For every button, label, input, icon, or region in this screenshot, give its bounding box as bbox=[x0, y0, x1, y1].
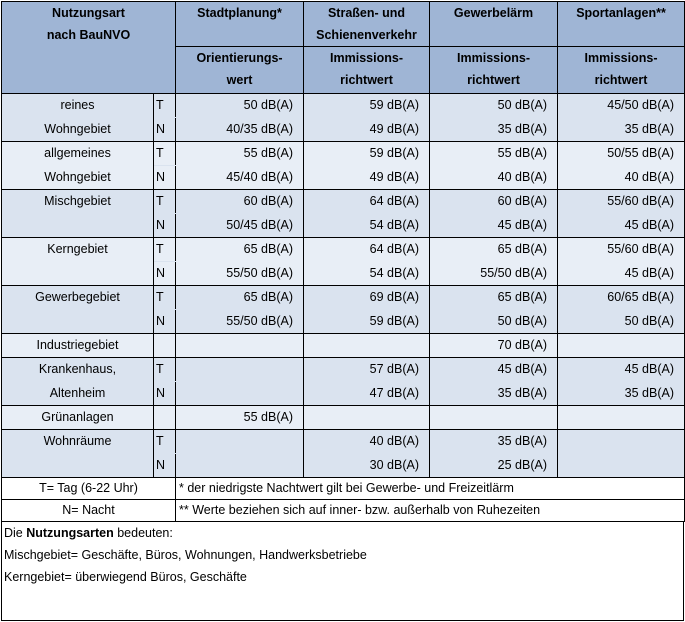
tag-nacht-cell: N bbox=[154, 262, 176, 286]
table-row bbox=[2, 286, 685, 310]
table-row bbox=[2, 118, 685, 142]
value-cell: 40 dB(A) bbox=[430, 166, 558, 190]
tag-nacht-cell: T bbox=[154, 430, 176, 454]
value-cell: 40 dB(A) bbox=[304, 430, 430, 454]
value-cell: 25 dB(A) bbox=[430, 454, 558, 478]
value-cell: 64 dB(A) bbox=[304, 238, 430, 262]
nutzungsart-cell bbox=[2, 310, 154, 334]
value-cell: 50 dB(A) bbox=[430, 94, 558, 118]
tag-nacht-cell: T bbox=[154, 238, 176, 262]
value-cell: 45 dB(A) bbox=[430, 358, 558, 382]
legend-nacht: N= Nacht bbox=[2, 500, 176, 522]
value-cell bbox=[558, 454, 685, 478]
value-cell: 55/50 dB(A) bbox=[176, 262, 304, 286]
header-strasse-l1: Straßen- und bbox=[327, 6, 406, 20]
value-cell: 54 dB(A) bbox=[304, 262, 430, 286]
nutzungsart-cell: allgemeines bbox=[2, 142, 154, 166]
header-nutzungsart-l2: nach BauNVO bbox=[46, 28, 131, 42]
notes-kern: Kerngebiet= überwiegend Büros, Geschäfte bbox=[4, 570, 247, 584]
header-orientierungswert: Orientierungs- wert bbox=[176, 47, 304, 94]
header-row-top bbox=[2, 2, 685, 47]
value-cell: 55 dB(A) bbox=[176, 142, 304, 166]
tag-nacht-cell: N bbox=[154, 382, 176, 406]
value-cell: 35 dB(A) bbox=[558, 382, 685, 406]
value-cell: 40/35 dB(A) bbox=[176, 118, 304, 142]
header-nutzungsart bbox=[2, 2, 176, 94]
table-row bbox=[2, 334, 685, 358]
value-cell: 35 dB(A) bbox=[430, 430, 558, 454]
value-cell: 50/45 dB(A) bbox=[176, 214, 304, 238]
table-row bbox=[2, 310, 685, 334]
nutzungsart-cell: Krankenhaus, bbox=[2, 358, 154, 382]
legend-note-2: ** Werte beziehen sich auf inner- bzw. außerhalb von Ruhezeiten bbox=[176, 500, 685, 522]
notes-section bbox=[4, 522, 679, 588]
value-cell: 35 dB(A) bbox=[558, 118, 685, 142]
table-row bbox=[2, 214, 685, 238]
value-cell: 70 dB(A) bbox=[430, 334, 558, 358]
value-cell: 50 dB(A) bbox=[430, 310, 558, 334]
tag-nacht-cell: N bbox=[154, 214, 176, 238]
nutzungsart-cell bbox=[2, 454, 154, 478]
tag-nacht-cell bbox=[154, 334, 176, 358]
value-cell bbox=[558, 406, 685, 430]
table-row bbox=[2, 142, 685, 166]
value-cell bbox=[176, 358, 304, 382]
header-immission-2: Immissions- richtwert bbox=[430, 47, 558, 94]
value-cell: 49 dB(A) bbox=[304, 166, 430, 190]
value-cell bbox=[430, 406, 558, 430]
value-cell: 55 dB(A) bbox=[176, 406, 304, 430]
value-cell: 65 dB(A) bbox=[176, 286, 304, 310]
header-gewerbe: Gewerbelärm bbox=[430, 2, 558, 47]
value-cell: 40 dB(A) bbox=[558, 166, 685, 190]
nutzungsart-cell: Wohnräume bbox=[2, 430, 154, 454]
value-cell: 47 dB(A) bbox=[304, 382, 430, 406]
value-cell: 60/65 dB(A) bbox=[558, 286, 685, 310]
header-sport: Sportanlagen** bbox=[558, 2, 685, 47]
table-row bbox=[2, 430, 685, 454]
value-cell: 69 dB(A) bbox=[304, 286, 430, 310]
nutzungsart-cell: Altenheim bbox=[2, 382, 154, 406]
header-immission-1: Immissions- richtwert bbox=[304, 47, 430, 94]
tag-nacht-cell: T bbox=[154, 190, 176, 214]
tag-nacht-cell: N bbox=[154, 118, 176, 142]
legend-row bbox=[2, 500, 685, 522]
value-cell: 65 dB(A) bbox=[176, 238, 304, 262]
nutzungsart-cell: Grünanlagen bbox=[2, 406, 154, 430]
legend-row bbox=[2, 478, 685, 500]
nutzungsart-cell bbox=[2, 214, 154, 238]
header-nutzungsart-l1: Nutzungsart bbox=[52, 6, 125, 20]
tag-nacht-cell: N bbox=[154, 310, 176, 334]
legend-tag: T= Tag (6-22 Uhr) bbox=[2, 478, 176, 500]
value-cell: 55 dB(A) bbox=[430, 142, 558, 166]
table-row bbox=[2, 166, 685, 190]
value-cell bbox=[176, 454, 304, 478]
value-cell: 45/50 dB(A) bbox=[558, 94, 685, 118]
value-cell: 55/60 dB(A) bbox=[558, 190, 685, 214]
table-row bbox=[2, 358, 685, 382]
nutzungsart-cell: Industriegebiet bbox=[2, 334, 154, 358]
tag-nacht-cell: T bbox=[154, 142, 176, 166]
table-row bbox=[2, 382, 685, 406]
value-cell: 45 dB(A) bbox=[558, 262, 685, 286]
tag-nacht-cell: T bbox=[154, 286, 176, 310]
value-cell: 60 dB(A) bbox=[430, 190, 558, 214]
header-stadtplanung: Stadtplanung* bbox=[176, 2, 304, 47]
tag-nacht-cell: N bbox=[154, 166, 176, 190]
nutzungsart-cell: Gewerbegebiet bbox=[2, 286, 154, 310]
noise-limits-table bbox=[1, 1, 685, 94]
value-cell: 50/55 dB(A) bbox=[558, 142, 685, 166]
value-cell bbox=[558, 430, 685, 454]
tag-nacht-cell bbox=[154, 406, 176, 430]
table-row bbox=[2, 238, 685, 262]
header-immission-3: Immissions- richtwert bbox=[558, 47, 685, 94]
notes-intro: Die Nutzungsarten bedeuten: bbox=[4, 526, 173, 540]
value-cell: 35 dB(A) bbox=[430, 382, 558, 406]
value-cell: 60 dB(A) bbox=[176, 190, 304, 214]
table-row bbox=[2, 190, 685, 214]
value-cell: 64 dB(A) bbox=[304, 190, 430, 214]
value-cell bbox=[176, 382, 304, 406]
nutzungsart-cell bbox=[2, 262, 154, 286]
value-cell: 59 dB(A) bbox=[304, 94, 430, 118]
value-cell: 50 dB(A) bbox=[558, 310, 685, 334]
value-cell bbox=[558, 334, 685, 358]
value-cell: 65 dB(A) bbox=[430, 286, 558, 310]
nutzungsart-cell: Wohngebiet bbox=[2, 118, 154, 142]
value-cell: 55/50 dB(A) bbox=[430, 262, 558, 286]
value-cell: 50 dB(A) bbox=[176, 94, 304, 118]
value-cell: 45 dB(A) bbox=[558, 214, 685, 238]
table-row bbox=[2, 262, 685, 286]
value-cell bbox=[176, 430, 304, 454]
value-cell: 59 dB(A) bbox=[304, 310, 430, 334]
value-cell: 65 dB(A) bbox=[430, 238, 558, 262]
nutzungsart-cell: Kerngebiet bbox=[2, 238, 154, 262]
header-strasse bbox=[304, 2, 430, 47]
noise-limits-document bbox=[1, 1, 684, 621]
value-cell: 57 dB(A) bbox=[304, 358, 430, 382]
value-cell: 49 dB(A) bbox=[304, 118, 430, 142]
value-cell: 45/40 dB(A) bbox=[176, 166, 304, 190]
value-cell: 54 dB(A) bbox=[304, 214, 430, 238]
tag-nacht-cell: N bbox=[154, 454, 176, 478]
header-strasse-l2: Schienenverkehr bbox=[316, 28, 417, 42]
value-cell: 30 dB(A) bbox=[304, 454, 430, 478]
nutzungsart-cell: Wohngebiet bbox=[2, 166, 154, 190]
nutzungsart-cell: reines bbox=[2, 94, 154, 118]
value-cell: 45 dB(A) bbox=[558, 358, 685, 382]
value-cell: 45 dB(A) bbox=[430, 214, 558, 238]
table-row bbox=[2, 454, 685, 478]
value-cell: 35 dB(A) bbox=[430, 118, 558, 142]
notes-misch: Mischgebiet= Geschäfte, Büros, Wohnungen, Handwerksbetriebe bbox=[4, 548, 367, 562]
value-cell: 55/50 dB(A) bbox=[176, 310, 304, 334]
tag-nacht-cell: T bbox=[154, 358, 176, 382]
value-cell: 59 dB(A) bbox=[304, 142, 430, 166]
value-cell bbox=[304, 334, 430, 358]
nutzungsart-cell: Mischgebiet bbox=[2, 190, 154, 214]
legend-note-1: * der niedrigste Nachtwert gilt bei Gewerbe- und Freizeitlärm bbox=[176, 478, 685, 500]
table-row bbox=[2, 94, 685, 118]
tag-nacht-cell: T bbox=[154, 94, 176, 118]
noise-limits-body bbox=[1, 93, 685, 522]
table-row bbox=[2, 406, 685, 430]
value-cell bbox=[304, 406, 430, 430]
value-cell: 55/60 dB(A) bbox=[558, 238, 685, 262]
value-cell bbox=[176, 334, 304, 358]
